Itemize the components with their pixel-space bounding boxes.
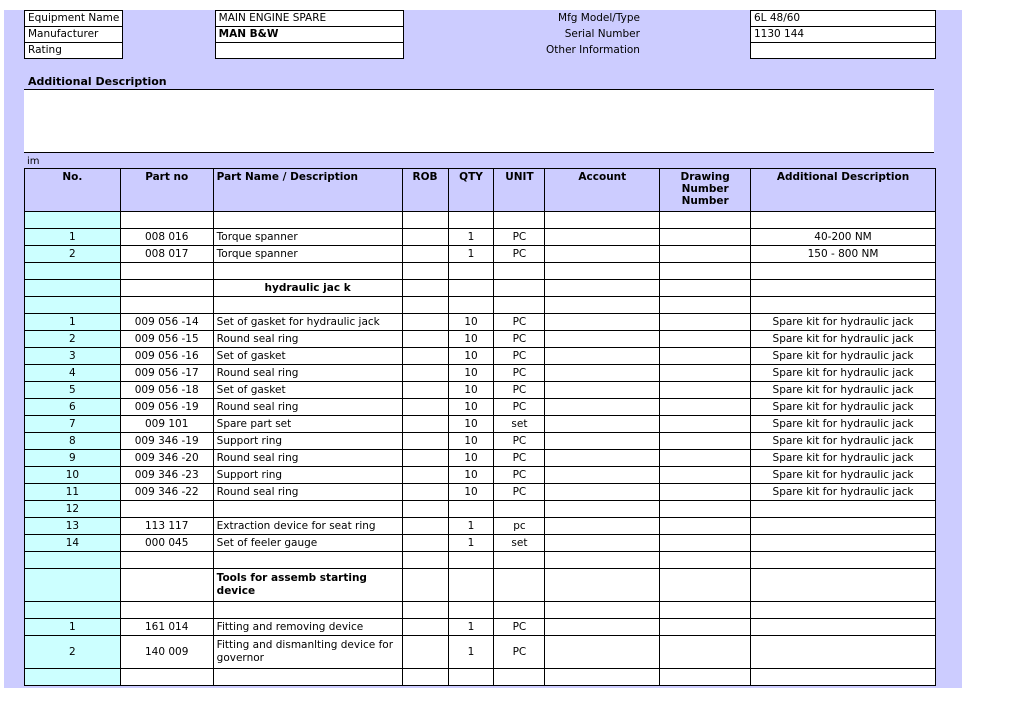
row-qty: 1 <box>448 619 494 636</box>
table-row <box>25 246 936 263</box>
row-additional-description <box>751 669 936 686</box>
row-rob <box>402 246 448 263</box>
row-part-name: Round seal ring <box>213 331 402 348</box>
col-header-qty: QTY <box>448 169 494 212</box>
row-qty: 1 <box>448 229 494 246</box>
row-rob <box>402 669 448 686</box>
row-qty: 1 <box>448 535 494 552</box>
row-additional-description <box>751 619 936 636</box>
table-row <box>25 399 936 416</box>
row-additional-description: Spare kit for hydraulic jack <box>751 331 936 348</box>
col-header-unit: UNIT <box>494 169 545 212</box>
table-row <box>25 433 936 450</box>
row-drawing-number <box>660 602 751 619</box>
row-unit: PC <box>494 246 545 263</box>
col-header-part-no: Part no <box>120 169 213 212</box>
row-drawing-number <box>660 331 751 348</box>
row-part-name: Set of feeler gauge <box>213 535 402 552</box>
row-unit: PC <box>494 229 545 246</box>
table-row <box>25 382 936 399</box>
row-part-name: Support ring <box>213 467 402 484</box>
row-part-name <box>213 212 402 229</box>
col-header-part-name: Part Name / Description <box>213 169 402 212</box>
row-drawing-number <box>660 569 751 602</box>
additional-description-box[interactable] <box>24 89 934 153</box>
row-part-name <box>213 263 402 280</box>
row-no: 2 <box>25 331 121 348</box>
row-no: 11 <box>25 484 121 501</box>
row-unit: PC <box>494 382 545 399</box>
row-drawing-number <box>660 229 751 246</box>
row-rob <box>402 212 448 229</box>
rating-value <box>215 43 403 59</box>
row-part-no <box>120 602 213 619</box>
row-no <box>25 212 121 229</box>
row-unit <box>494 297 545 314</box>
row-rob <box>402 399 448 416</box>
row-additional-description: Spare kit for hydraulic jack <box>751 484 936 501</box>
row-unit: PC <box>494 484 545 501</box>
row-no: 7 <box>25 416 121 433</box>
row-part-no: 009 056 -18 <box>120 382 213 399</box>
row-rob <box>402 450 448 467</box>
row-unit <box>494 280 545 297</box>
row-unit <box>494 552 545 569</box>
row-drawing-number <box>660 552 751 569</box>
row-qty <box>448 212 494 229</box>
table-row <box>25 467 936 484</box>
table-row <box>25 669 936 686</box>
row-unit: PC <box>494 331 545 348</box>
mfg-model-value: 6L 48/60 <box>750 11 935 27</box>
row-qty <box>448 297 494 314</box>
row-part-no: 009 346 -22 <box>120 484 213 501</box>
row-unit <box>494 602 545 619</box>
row-unit <box>494 263 545 280</box>
col-header-additional-description: Additional Description <box>751 169 936 212</box>
row-unit <box>494 669 545 686</box>
row-part-no <box>120 552 213 569</box>
row-rob <box>402 280 448 297</box>
row-additional-description <box>751 518 936 535</box>
row-part-name: Tools for assemb starting device <box>213 569 402 602</box>
row-part-no: 140 009 <box>120 636 213 669</box>
row-rob <box>402 382 448 399</box>
table-row <box>25 416 936 433</box>
row-part-no <box>120 501 213 518</box>
equipment-header-table <box>24 10 936 59</box>
header-spacer <box>123 11 215 59</box>
row-drawing-number <box>660 535 751 552</box>
row-part-no <box>120 297 213 314</box>
row-part-no: 009 056 -15 <box>120 331 213 348</box>
table-row <box>25 569 936 602</box>
table-row <box>25 348 936 365</box>
row-no <box>25 602 121 619</box>
row-qty <box>448 669 494 686</box>
row-account <box>545 314 660 331</box>
col-header-account: Account <box>545 169 660 212</box>
other-information-label: Other Information <box>404 43 751 59</box>
row-no <box>25 297 121 314</box>
table-row <box>25 212 936 229</box>
table-row <box>25 229 936 246</box>
row-no: 6 <box>25 399 121 416</box>
row-account <box>545 467 660 484</box>
table-row <box>25 552 936 569</box>
row-additional-description: Spare kit for hydraulic jack <box>751 365 936 382</box>
row-part-name <box>213 669 402 686</box>
row-no <box>25 552 121 569</box>
row-part-no: 113 117 <box>120 518 213 535</box>
table-row <box>25 535 936 552</box>
row-part-no <box>120 212 213 229</box>
row-no <box>25 569 121 602</box>
row-part-name: Fitting and removing device <box>213 619 402 636</box>
row-part-no: 009 056 -17 <box>120 365 213 382</box>
manufacturer-value: MAN B&W <box>215 27 403 43</box>
row-drawing-number <box>660 212 751 229</box>
row-no: 4 <box>25 365 121 382</box>
row-part-no <box>120 263 213 280</box>
rating-label: Rating <box>25 43 123 59</box>
row-part-name: Set of gasket <box>213 348 402 365</box>
row-qty <box>448 552 494 569</box>
table-row <box>25 518 936 535</box>
row-part-no: 009 346 -23 <box>120 467 213 484</box>
row-additional-description <box>751 501 936 518</box>
row-qty: 10 <box>448 467 494 484</box>
row-additional-description: 40-200 NM <box>751 229 936 246</box>
row-no: 9 <box>25 450 121 467</box>
row-account <box>545 348 660 365</box>
row-part-name <box>213 297 402 314</box>
row-part-name: Set of gasket for hydraulic jack <box>213 314 402 331</box>
row-additional-description <box>751 602 936 619</box>
row-qty: 10 <box>448 416 494 433</box>
row-qty <box>448 263 494 280</box>
row-qty: 10 <box>448 399 494 416</box>
row-unit: PC <box>494 365 545 382</box>
row-rob <box>402 467 448 484</box>
parts-table <box>24 168 936 686</box>
manufacturer-label: Manufacturer <box>25 27 123 43</box>
row-qty: 10 <box>448 433 494 450</box>
row-unit: PC <box>494 619 545 636</box>
row-account <box>545 518 660 535</box>
row-additional-description: Spare kit for hydraulic jack <box>751 467 936 484</box>
row-unit: set <box>494 416 545 433</box>
row-no: 2 <box>25 636 121 669</box>
row-part-name: Extraction device for seat ring <box>213 518 402 535</box>
row-drawing-number <box>660 433 751 450</box>
row-part-name: Round seal ring <box>213 450 402 467</box>
col-header-drawing-number: Drawing Number Number <box>660 169 751 212</box>
row-account <box>545 569 660 602</box>
row-drawing-number <box>660 518 751 535</box>
row-account <box>545 484 660 501</box>
row-part-name: Round seal ring <box>213 484 402 501</box>
row-part-name: Spare part set <box>213 416 402 433</box>
table-row <box>25 501 936 518</box>
row-additional-description: Spare kit for hydraulic jack <box>751 399 936 416</box>
table-row <box>25 280 936 297</box>
row-rob <box>402 416 448 433</box>
row-qty <box>448 501 494 518</box>
row-drawing-number <box>660 314 751 331</box>
row-unit <box>494 212 545 229</box>
row-part-no <box>120 280 213 297</box>
row-no: 13 <box>25 518 121 535</box>
row-rob <box>402 636 448 669</box>
row-drawing-number <box>660 365 751 382</box>
row-drawing-number <box>660 382 751 399</box>
table-row <box>25 263 936 280</box>
row-part-name <box>213 501 402 518</box>
row-account <box>545 450 660 467</box>
table-row <box>25 484 936 501</box>
row-part-no: 009 101 <box>120 416 213 433</box>
row-part-no: 009 056 -16 <box>120 348 213 365</box>
row-drawing-number <box>660 669 751 686</box>
row-unit: PC <box>494 433 545 450</box>
row-account <box>545 229 660 246</box>
row-additional-description <box>751 569 936 602</box>
row-additional-description: Spare kit for hydraulic jack <box>751 433 936 450</box>
row-part-name: Round seal ring <box>213 399 402 416</box>
table-row <box>25 602 936 619</box>
row-qty: 10 <box>448 365 494 382</box>
row-no: 1 <box>25 314 121 331</box>
row-part-no: 009 056 -19 <box>120 399 213 416</box>
row-part-name <box>213 602 402 619</box>
row-qty <box>448 280 494 297</box>
table-row <box>25 636 936 669</box>
row-account <box>545 399 660 416</box>
row-part-name <box>213 552 402 569</box>
row-account <box>545 501 660 518</box>
row-qty: 1 <box>448 518 494 535</box>
row-part-no: 009 346 -19 <box>120 433 213 450</box>
row-unit: PC <box>494 399 545 416</box>
row-part-name: Torque spanner <box>213 229 402 246</box>
row-rob <box>402 602 448 619</box>
row-qty: 10 <box>448 314 494 331</box>
row-drawing-number <box>660 484 751 501</box>
row-rob <box>402 569 448 602</box>
row-part-name: Set of gasket <box>213 382 402 399</box>
row-drawing-number <box>660 467 751 484</box>
row-part-no: 008 017 <box>120 246 213 263</box>
row-additional-description: Spare kit for hydraulic jack <box>751 348 936 365</box>
row-drawing-number <box>660 348 751 365</box>
row-part-no: 161 014 <box>120 619 213 636</box>
row-drawing-number <box>660 399 751 416</box>
row-part-name: Torque spanner <box>213 246 402 263</box>
row-no: 1 <box>25 619 121 636</box>
row-additional-description <box>751 297 936 314</box>
row-no <box>25 263 121 280</box>
row-additional-description <box>751 552 936 569</box>
row-unit <box>494 501 545 518</box>
table-row <box>25 297 936 314</box>
row-account <box>545 382 660 399</box>
row-part-name: Support ring <box>213 433 402 450</box>
row-no: 1 <box>25 229 121 246</box>
row-account <box>545 619 660 636</box>
row-additional-description <box>751 280 936 297</box>
table-row <box>25 365 936 382</box>
row-rob <box>402 263 448 280</box>
row-part-no: 009 056 -14 <box>120 314 213 331</box>
row-part-no: 008 016 <box>120 229 213 246</box>
row-no: 10 <box>25 467 121 484</box>
row-rob <box>402 518 448 535</box>
row-no <box>25 280 121 297</box>
row-additional-description <box>751 212 936 229</box>
row-drawing-number <box>660 280 751 297</box>
row-qty: 10 <box>448 331 494 348</box>
additional-description-label: Additional Description <box>28 75 167 88</box>
row-part-name: Round seal ring <box>213 365 402 382</box>
row-part-no: 009 346 -20 <box>120 450 213 467</box>
row-account <box>545 331 660 348</box>
row-unit: PC <box>494 636 545 669</box>
row-rob <box>402 433 448 450</box>
row-part-no <box>120 669 213 686</box>
row-no: 2 <box>25 246 121 263</box>
row-additional-description <box>751 263 936 280</box>
col-header-rob: ROB <box>402 169 448 212</box>
row-no <box>25 669 121 686</box>
parts-table-body <box>25 212 936 686</box>
row-rob <box>402 229 448 246</box>
row-drawing-number <box>660 416 751 433</box>
mfg-model-label: Mfg Model/Type <box>404 11 751 27</box>
row-unit: pc <box>494 518 545 535</box>
row-no: 12 <box>25 501 121 518</box>
row-unit: PC <box>494 314 545 331</box>
row-no: 3 <box>25 348 121 365</box>
row-qty <box>448 602 494 619</box>
row-account <box>545 416 660 433</box>
row-part-no <box>120 569 213 602</box>
row-qty <box>448 569 494 602</box>
row-additional-description: Spare kit for hydraulic jack <box>751 382 936 399</box>
row-account <box>545 263 660 280</box>
row-account <box>545 212 660 229</box>
row-drawing-number <box>660 263 751 280</box>
row-drawing-number <box>660 246 751 263</box>
row-additional-description: Spare kit for hydraulic jack <box>751 314 936 331</box>
row-qty: 1 <box>448 246 494 263</box>
serial-number-value: 1130 144 <box>750 27 935 43</box>
row-account <box>545 433 660 450</box>
row-drawing-number <box>660 619 751 636</box>
serial-number-label: Serial Number <box>404 27 751 43</box>
row-drawing-number <box>660 450 751 467</box>
row-rob <box>402 297 448 314</box>
row-account <box>545 636 660 669</box>
row-rob <box>402 314 448 331</box>
row-qty: 10 <box>448 348 494 365</box>
row-rob <box>402 348 448 365</box>
row-additional-description <box>751 535 936 552</box>
table-row <box>25 314 936 331</box>
row-no: 5 <box>25 382 121 399</box>
row-part-name: hydraulic jac k <box>213 280 402 297</box>
im-label: im <box>27 156 40 167</box>
row-qty: 10 <box>448 382 494 399</box>
equipment-name-label: Equipment Name <box>25 11 123 27</box>
row-drawing-number <box>660 501 751 518</box>
row-additional-description: Spare kit for hydraulic jack <box>751 450 936 467</box>
row-rob <box>402 331 448 348</box>
row-rob <box>402 501 448 518</box>
row-rob <box>402 552 448 569</box>
table-row <box>25 619 936 636</box>
row-account <box>545 602 660 619</box>
row-drawing-number <box>660 297 751 314</box>
row-account <box>545 246 660 263</box>
row-drawing-number <box>660 636 751 669</box>
row-qty: 10 <box>448 484 494 501</box>
row-account <box>545 365 660 382</box>
row-no: 8 <box>25 433 121 450</box>
other-information-value <box>750 43 935 59</box>
row-qty: 10 <box>448 450 494 467</box>
row-account <box>545 280 660 297</box>
table-row <box>25 450 936 467</box>
row-account <box>545 669 660 686</box>
col-header-no: No. <box>25 169 121 212</box>
row-rob <box>402 484 448 501</box>
row-account <box>545 535 660 552</box>
row-unit: PC <box>494 467 545 484</box>
row-unit: PC <box>494 348 545 365</box>
row-additional-description: Spare kit for hydraulic jack <box>751 416 936 433</box>
row-part-name: Fitting and dismanlting device for governor <box>213 636 402 669</box>
row-no: 14 <box>25 535 121 552</box>
row-additional-description <box>751 636 936 669</box>
row-unit: set <box>494 535 545 552</box>
equipment-name-value: MAIN ENGINE SPARE <box>215 11 403 27</box>
row-unit: PC <box>494 450 545 467</box>
row-part-no: 000 045 <box>120 535 213 552</box>
row-rob <box>402 535 448 552</box>
row-qty: 1 <box>448 636 494 669</box>
row-unit <box>494 569 545 602</box>
row-rob <box>402 619 448 636</box>
row-account <box>545 552 660 569</box>
table-row <box>25 331 936 348</box>
row-account <box>545 297 660 314</box>
row-rob <box>402 365 448 382</box>
row-additional-description: 150 - 800 NM <box>751 246 936 263</box>
